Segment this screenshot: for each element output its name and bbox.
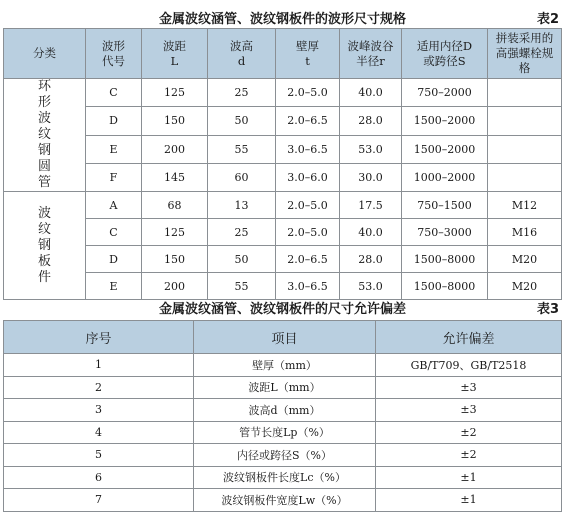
table2-body [4, 79, 562, 300]
cell-diameter-span: 1500–2000 [402, 107, 488, 135]
cell-pitch: 150 [142, 246, 208, 273]
cell-item: 波纹钢板件宽度Lw（%） [194, 489, 376, 512]
cell-serial-no: 7 [4, 489, 194, 512]
cell-radius: 53.0 [340, 135, 402, 163]
cell-pitch: 145 [142, 163, 208, 191]
cell-tolerance: ±1 [376, 489, 562, 512]
cell-item: 内径或跨径S（%） [194, 444, 376, 467]
cell-serial-no: 1 [4, 354, 194, 377]
cell-tolerance: GB/T709、GB/T2518 [376, 354, 562, 377]
cell-depth: 60 [208, 163, 276, 191]
cell-depth: 50 [208, 246, 276, 273]
category-cell [4, 79, 86, 192]
cell-pitch: 125 [142, 219, 208, 246]
cell-bolt-spec [488, 79, 562, 107]
cell-pitch: 125 [142, 79, 208, 107]
table3-tolerance-table [3, 320, 562, 512]
cell-depth: 25 [208, 219, 276, 246]
category-label: 波纹钢板件 [37, 205, 51, 285]
cell-serial-no: 3 [4, 399, 194, 422]
table-row [4, 466, 562, 489]
table2-number: 表2 [536, 12, 559, 27]
cell-radius: 30.0 [340, 163, 402, 191]
table-row [4, 354, 562, 377]
table-row [4, 376, 562, 399]
cell-item: 壁厚（mm） [194, 354, 376, 377]
table3-header-row [4, 321, 562, 354]
cell-bolt-spec [488, 163, 562, 191]
cell-bolt-spec [488, 135, 562, 163]
table-row [4, 107, 562, 135]
cell-thickness: 2.0–5.0 [276, 79, 340, 107]
cell-item: 波纹钢板件长度Lc（%） [194, 466, 376, 489]
col-header-bolt-spec: 拼装采用的高强螺栓规格 [488, 29, 562, 79]
col-header-serial-no: 序号 [4, 321, 194, 354]
table2-header-row [4, 29, 562, 79]
table-row [4, 219, 562, 246]
cell-diameter-span: 1500–2000 [402, 135, 488, 163]
table3-caption: 金属波纹涵管、波纹钢板件的尺寸允许偏差 [158, 302, 406, 317]
cell-wave-code: C [86, 219, 142, 246]
cell-diameter-span: 1500–8000 [402, 246, 488, 273]
cell-bolt-spec: M20 [488, 246, 562, 273]
cell-diameter-span: 750–1500 [402, 192, 488, 219]
table-row [4, 489, 562, 512]
table-row [4, 79, 562, 107]
cell-serial-no: 2 [4, 376, 194, 399]
cell-depth: 13 [208, 192, 276, 219]
cell-radius: 28.0 [340, 107, 402, 135]
table-row [4, 273, 562, 300]
table-row [4, 163, 562, 191]
cell-tolerance: ±2 [376, 421, 562, 444]
cell-pitch: 68 [142, 192, 208, 219]
cell-radius: 40.0 [340, 219, 402, 246]
cell-thickness: 2.0–6.5 [276, 246, 340, 273]
cell-item: 波高d（mm） [194, 399, 376, 422]
cell-radius: 28.0 [340, 246, 402, 273]
cell-thickness: 3.0–6.0 [276, 163, 340, 191]
col-header-radius: 波峰波谷半径r [340, 29, 402, 79]
cell-wave-code: D [86, 246, 142, 273]
cell-depth: 55 [208, 273, 276, 300]
col-header-thickness: 壁厚t [276, 29, 340, 79]
table3-number: 表3 [536, 302, 559, 317]
cell-wave-code: C [86, 79, 142, 107]
cell-wave-code: D [86, 107, 142, 135]
cell-serial-no: 6 [4, 466, 194, 489]
col-header-pitch: 波距L [142, 29, 208, 79]
category-cell [4, 192, 86, 300]
cell-depth: 55 [208, 135, 276, 163]
col-header-item: 项目 [194, 321, 376, 354]
category-label: 环形波纹钢圆管 [37, 79, 51, 190]
table-row [4, 246, 562, 273]
cell-tolerance: ±3 [376, 399, 562, 422]
cell-thickness: 3.0–6.5 [276, 273, 340, 300]
cell-radius: 40.0 [340, 79, 402, 107]
table3-body [4, 354, 562, 512]
cell-tolerance: ±1 [376, 466, 562, 489]
cell-tolerance: ±3 [376, 376, 562, 399]
cell-serial-no: 4 [4, 421, 194, 444]
cell-diameter-span: 1500–8000 [402, 273, 488, 300]
cell-depth: 50 [208, 107, 276, 135]
cell-thickness: 3.0–6.5 [276, 135, 340, 163]
col-header-category: 分类 [4, 29, 86, 79]
cell-wave-code: F [86, 163, 142, 191]
cell-diameter-span: 750–3000 [402, 219, 488, 246]
table-row [4, 421, 562, 444]
table-row [4, 135, 562, 163]
col-header-depth: 波高d [208, 29, 276, 79]
cell-wave-code: E [86, 273, 142, 300]
cell-diameter-span: 1000–2000 [402, 163, 488, 191]
col-header-tolerance: 允许偏差 [376, 321, 562, 354]
cell-thickness: 2.0–6.5 [276, 107, 340, 135]
cell-radius: 53.0 [340, 273, 402, 300]
cell-item: 管节长度Lp（%） [194, 421, 376, 444]
cell-depth: 25 [208, 79, 276, 107]
cell-item: 波距L（mm） [194, 376, 376, 399]
cell-pitch: 150 [142, 107, 208, 135]
col-header-diameter-span: 适用内径D或跨径S [402, 29, 488, 79]
table2-spec-table [3, 28, 562, 300]
cell-diameter-span: 750–2000 [402, 79, 488, 107]
table-row [4, 399, 562, 422]
cell-bolt-spec [488, 107, 562, 135]
cell-wave-code: A [86, 192, 142, 219]
cell-pitch: 200 [142, 135, 208, 163]
cell-bolt-spec: M16 [488, 219, 562, 246]
cell-radius: 17.5 [340, 192, 402, 219]
col-header-wave-code: 波形代号 [86, 29, 142, 79]
cell-pitch: 200 [142, 273, 208, 300]
cell-wave-code: E [86, 135, 142, 163]
cell-thickness: 2.0–5.0 [276, 192, 340, 219]
cell-serial-no: 5 [4, 444, 194, 467]
cell-bolt-spec: M12 [488, 192, 562, 219]
cell-bolt-spec: M20 [488, 273, 562, 300]
table-row [4, 444, 562, 467]
table-row [4, 192, 562, 219]
table2-caption: 金属波纹涵管、波纹钢板件的波形尺寸规格 [158, 12, 406, 27]
cell-tolerance: ±2 [376, 444, 562, 467]
cell-thickness: 2.0–5.0 [276, 219, 340, 246]
